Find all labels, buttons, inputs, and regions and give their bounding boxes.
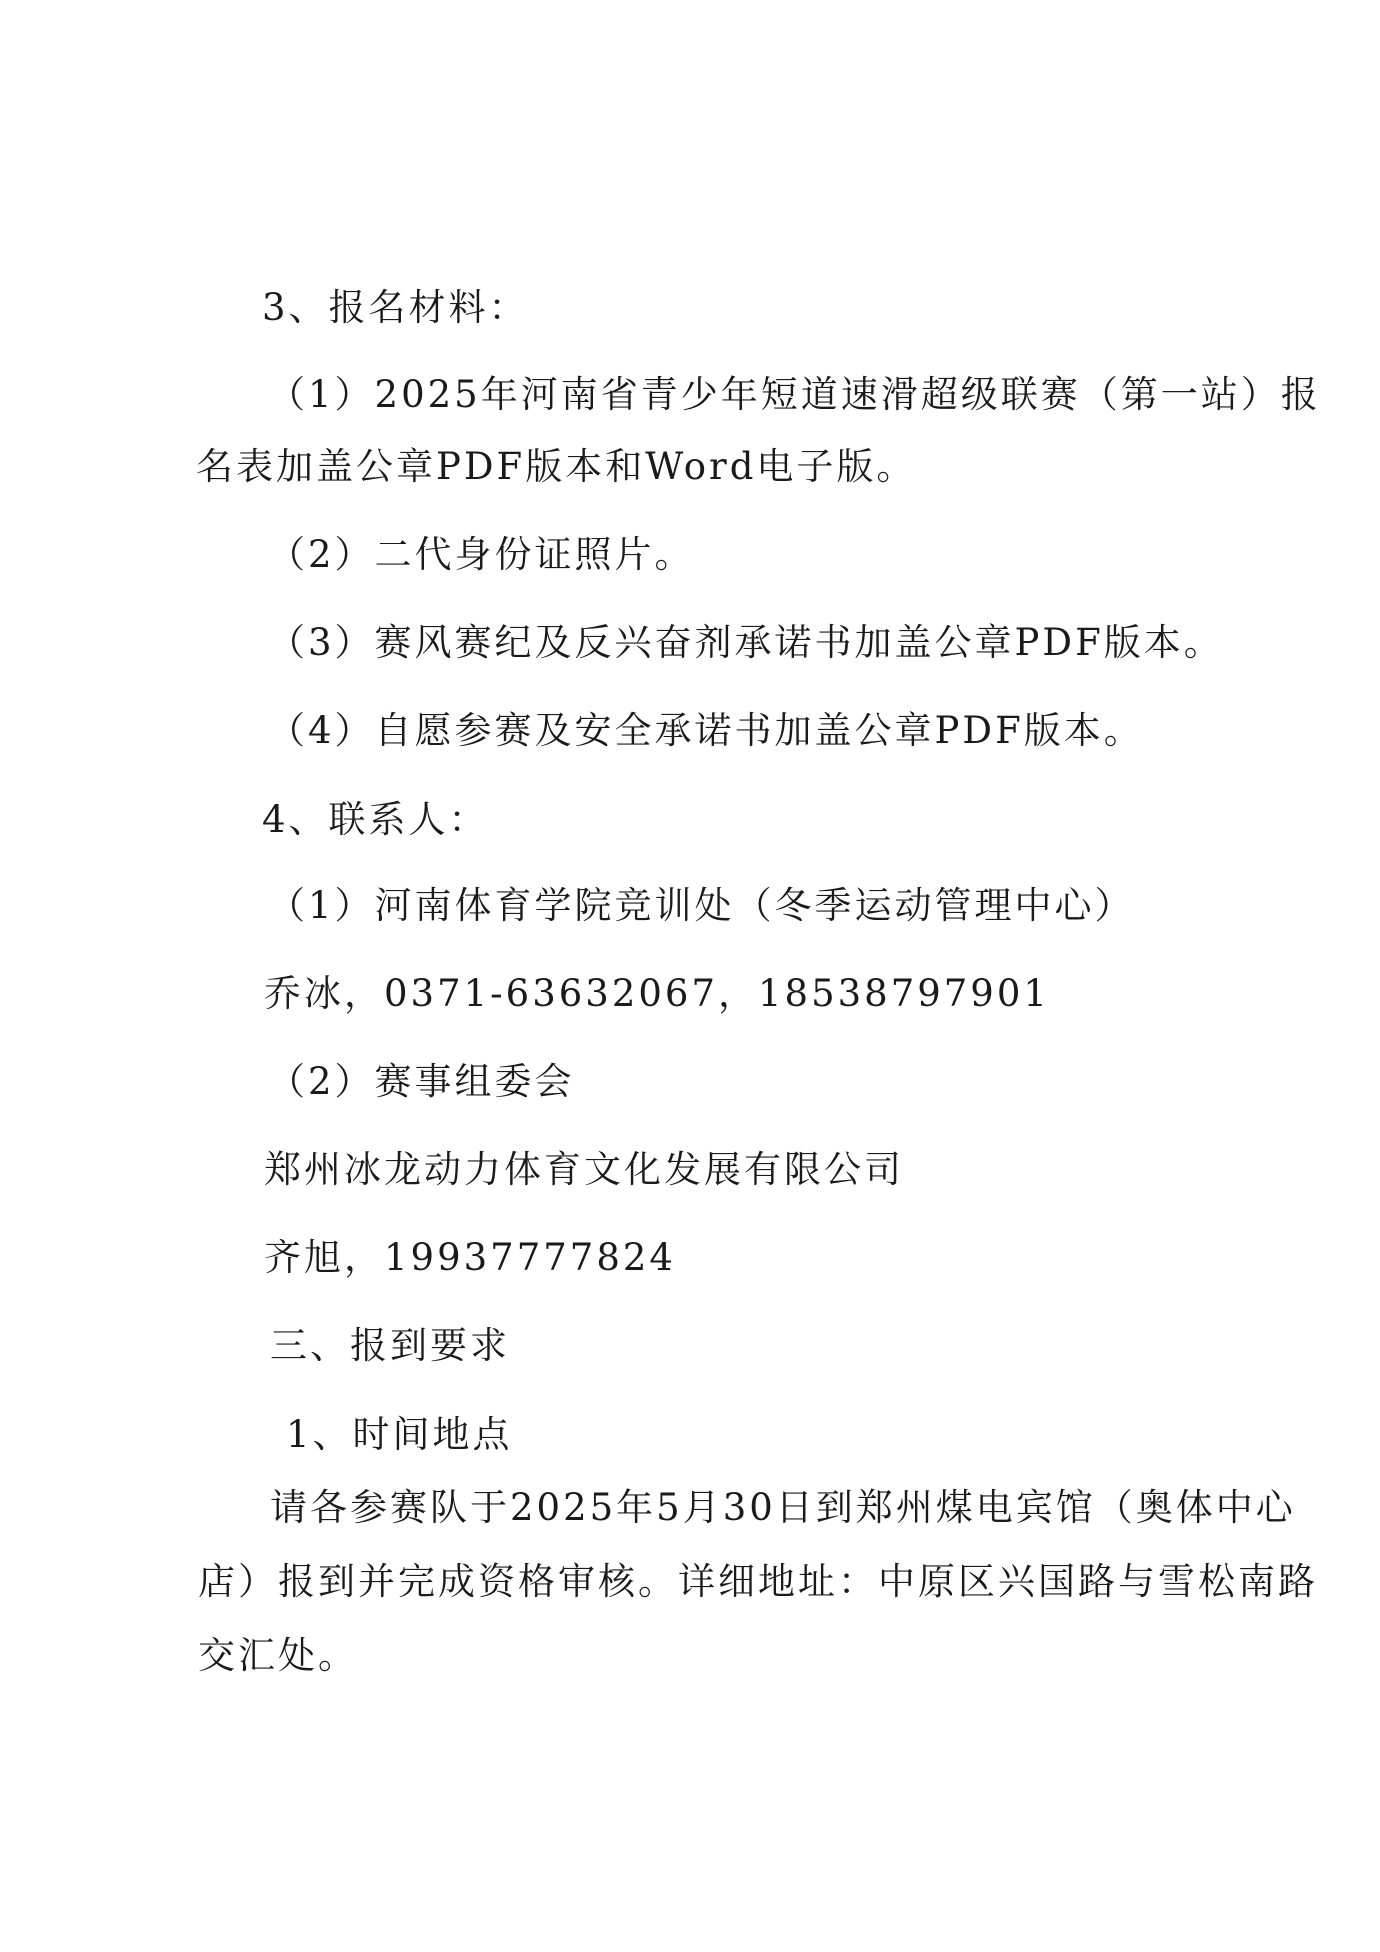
list-item-registration-form: （1）2025年河南省青少年短道速滑超级联赛（第一站）报	[268, 373, 1321, 416]
list-item-contact-org-1: （1）河南体育学院竞训处（冬季运动管理中心）	[268, 884, 1135, 927]
list-item-anti-doping-pledge: （3）赛风赛纪及反兴奋剂承诺书加盖公章PDF版本。	[268, 621, 1224, 664]
subsection-heading-time-location: 1、时间地点	[286, 1413, 513, 1456]
section-heading-registration-materials: 3、报名材料：	[262, 286, 529, 329]
paragraph-check-in-line-1: 请各参赛队于2025年5月30日到郑州煤电宾馆（奥体中心	[270, 1486, 1296, 1529]
list-item-id-photo: （2）二代身份证照片。	[268, 533, 695, 576]
contact-company: 郑州冰龙动力体育文化发展有限公司	[264, 1148, 904, 1191]
list-item-contact-org-2: （2）赛事组委会	[268, 1060, 575, 1103]
contact-person-2: 齐旭，19937777824	[264, 1236, 676, 1279]
list-item-safety-pledge: （4）自愿参赛及安全承诺书加盖公章PDF版本。	[268, 709, 1144, 752]
section-heading-check-in: 三、报到要求	[270, 1324, 510, 1367]
list-item-registration-form-continued: 名表加盖公章PDF版本和Word电子版。	[196, 445, 917, 488]
section-heading-contacts: 4、联系人：	[262, 798, 489, 841]
paragraph-check-in-line-2: 店）报到并完成资格审核。详细地址：中原区兴国路与雪松南路	[198, 1560, 1318, 1603]
paragraph-check-in-line-3: 交汇处。	[198, 1634, 358, 1677]
contact-person-1: 乔冰，0371-63632067，18538797901	[264, 972, 1050, 1015]
